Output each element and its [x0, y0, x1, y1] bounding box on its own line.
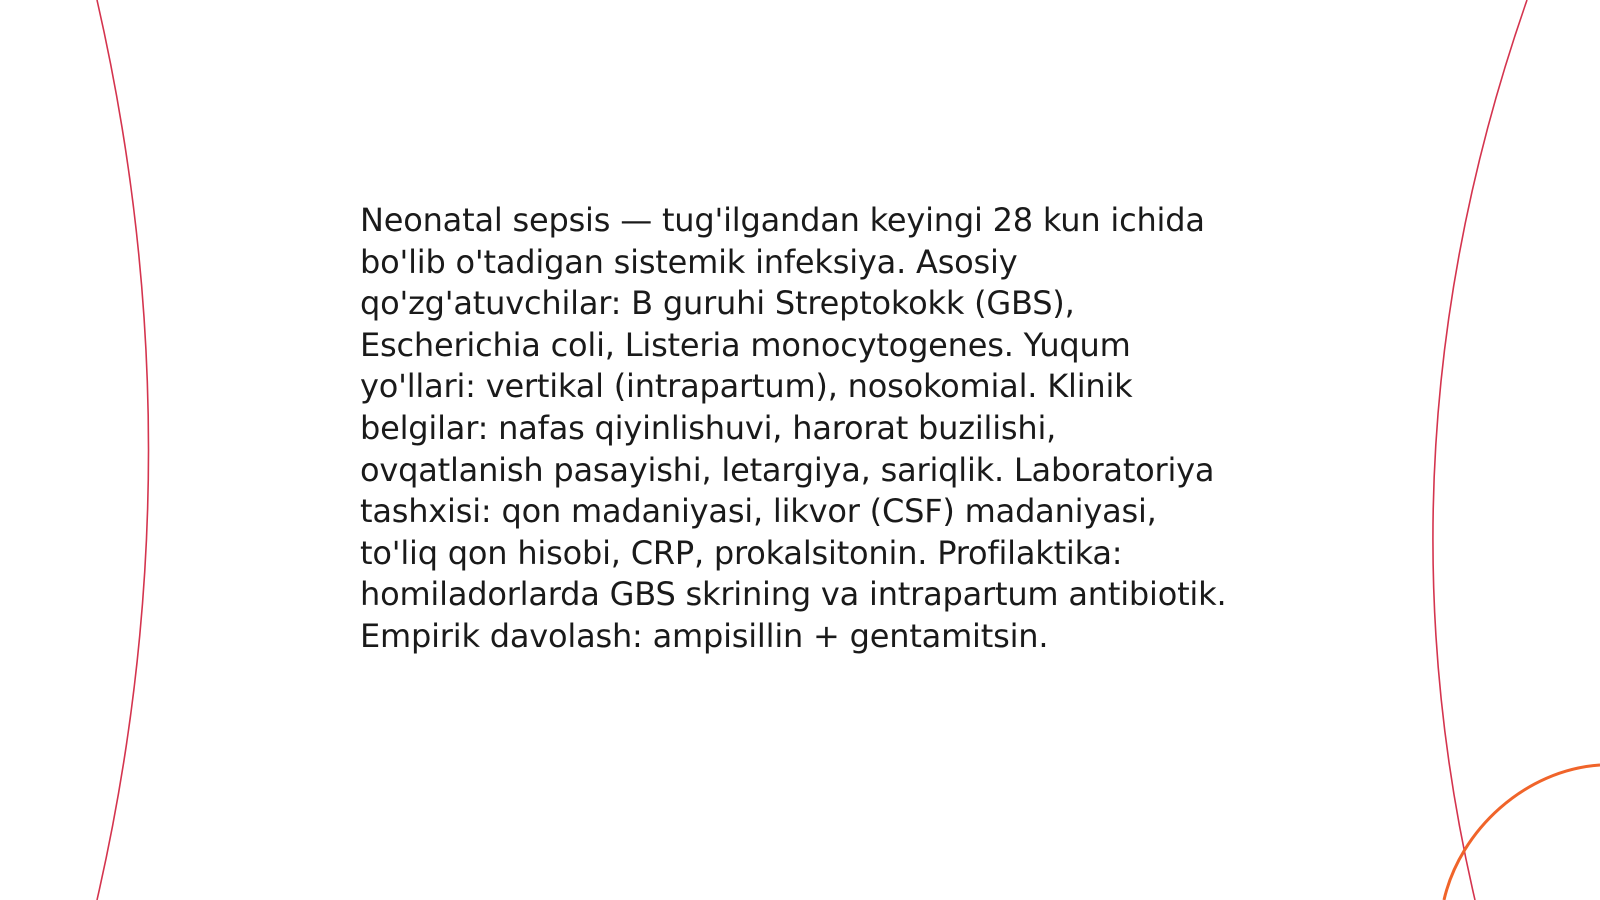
left-curve-line	[97, 0, 149, 900]
slide-body-text: Neonatal sepsis — tug'ilgandan keyingi 28 kun ichida bo'lib o'tadigan sistemik infeksiya. Asosiy qo'zg'atuvchilar: B guruhi Streptokokk (GBS), Escherichia coli, Listeria monocytogenes. Yuqum yo'llari: vertikal (intrapartum), nosokomial. Klinik belgilar: nafas qiyinlishuvi, harorat buzilishi, ovqatlanish pasayishi, letargiya, sariqlik. Laboratoriya tashxisi: qon madaniyasi, likvor (CSF) madaniyasi, to'liq qon hisobi, CRP, prokalsitonin. Profilaktika: homiladorlarda GBS skrining va intrapartum antibiotik. Empirik davolash: ampisillin + gentamitsin.	[360, 201, 1227, 655]
bottom-right-accent-arc	[1444, 765, 1600, 900]
right-curve-line	[1433, 0, 1527, 900]
